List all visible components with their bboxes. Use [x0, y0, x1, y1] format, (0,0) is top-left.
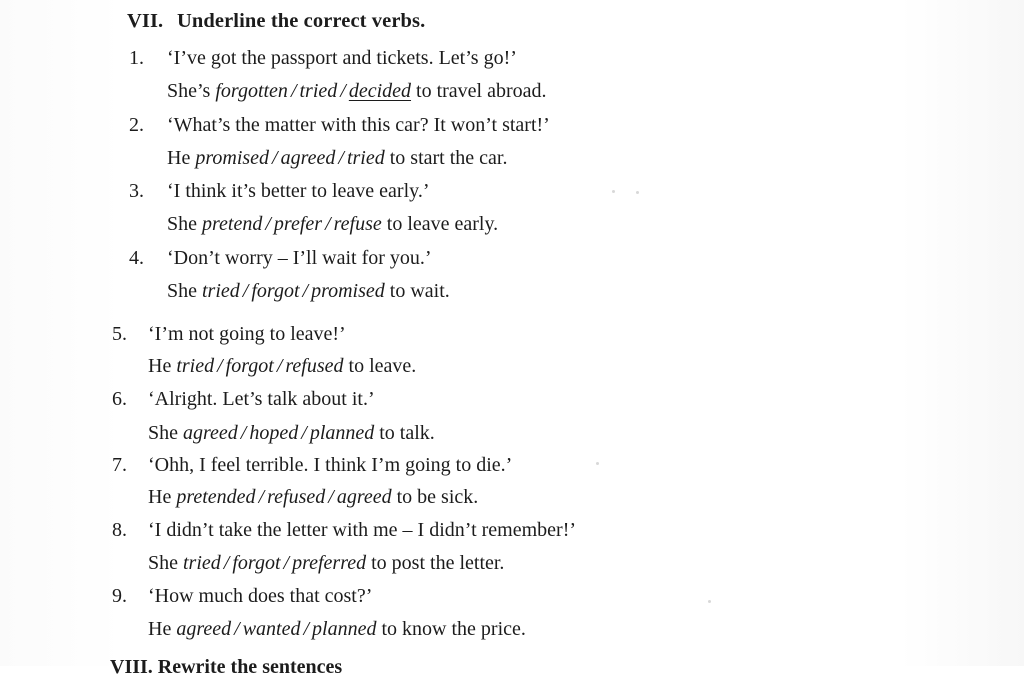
scan-speck: [708, 600, 711, 603]
answer-rest: to be sick.: [391, 486, 479, 508]
verb-option[interactable]: tried: [183, 552, 221, 574]
answer-rest: to post the letter.: [366, 552, 505, 574]
next-exercise-heading-text: VIII. Rewrite the sentences: [110, 656, 343, 678]
answer-rest: to start the car.: [384, 147, 508, 169]
verb-option[interactable]: preferred: [292, 552, 367, 574]
item-answer-line: [148, 420, 435, 446]
option-separator: /: [283, 552, 290, 574]
item-quote: ‘Don’t worry – I’ll wait for you.’: [167, 247, 432, 269]
option-separator: /: [223, 552, 230, 574]
verb-option[interactable]: prefer: [273, 213, 323, 235]
option-separator: /: [265, 213, 271, 235]
answer-subject: She: [167, 280, 202, 302]
item-answer-line: [148, 550, 504, 576]
verb-option[interactable]: agreed: [176, 618, 232, 640]
option-separator: /: [276, 355, 283, 377]
item-number: 7.: [112, 454, 127, 476]
item-answer-line: [167, 278, 450, 304]
verb-option[interactable]: tried: [176, 355, 215, 377]
answer-subject: He: [148, 486, 177, 508]
option-separator: /: [290, 80, 297, 102]
verb-option[interactable]: agreed: [336, 486, 392, 508]
verb-option[interactable]: forgotten: [215, 80, 288, 102]
scan-speck: [612, 190, 615, 193]
verb-option[interactable]: promised: [195, 147, 270, 169]
answer-subject: She’s: [167, 80, 216, 102]
item-quote: ‘I didn’t take the letter with me – I didn’t remember!’: [148, 519, 577, 541]
answer-subject: He: [148, 618, 177, 640]
item-number: 1.: [129, 47, 144, 69]
option-separator: /: [272, 147, 278, 169]
item-number: 4.: [129, 247, 144, 269]
option-separator: /: [242, 280, 249, 302]
answer-subject: She: [148, 422, 183, 444]
exercise-title: Underline the correct verbs.: [177, 10, 426, 32]
item-answer-line: [148, 616, 526, 642]
item-answer-line: [148, 353, 416, 379]
verb-option[interactable]: refused: [267, 486, 326, 508]
scan-speck: [596, 462, 599, 465]
option-separator: /: [217, 355, 223, 377]
verb-option[interactable]: tried: [202, 280, 240, 302]
next-exercise-heading: [110, 656, 343, 678]
exercise-heading: [127, 10, 425, 33]
answer-subject: She: [148, 552, 183, 574]
item-quote: ‘I’m not going to leave!’: [148, 323, 346, 345]
answer-subject: He: [167, 147, 196, 169]
item-quote: ‘I think it’s better to leave early.’: [167, 180, 430, 202]
answer-rest: to talk.: [374, 422, 435, 444]
item-number: 8.: [112, 519, 127, 541]
item-answer-line: [167, 211, 498, 237]
item-answer-line: [167, 78, 547, 104]
answer-subject: He: [148, 355, 177, 377]
item-answer-line: [167, 145, 507, 171]
option-separator: /: [234, 618, 240, 640]
verb-option[interactable]: refused: [285, 355, 344, 377]
item-number: 6.: [112, 388, 127, 410]
answer-rest: to leave early.: [381, 213, 499, 235]
exercise-number: VII.: [127, 10, 164, 32]
option-separator: /: [240, 422, 247, 444]
item-number: 5.: [112, 323, 127, 345]
answer-rest: to wait.: [384, 280, 450, 302]
option-separator: /: [325, 213, 331, 235]
verb-option[interactable]: forgot: [225, 355, 274, 377]
option-separator: /: [340, 80, 346, 102]
option-separator: /: [338, 147, 344, 169]
answer-rest: to know the price.: [376, 618, 526, 640]
item-quote: ‘I’ve got the passport and tickets. Let’s go!’: [167, 47, 517, 69]
verb-option[interactable]: forgot: [232, 552, 281, 574]
verb-option[interactable]: agreed: [183, 422, 238, 444]
item-answer-line: [148, 484, 478, 510]
verb-option[interactable]: pretended: [176, 486, 256, 508]
verb-option[interactable]: agreed: [280, 147, 336, 169]
scan-speck: [636, 191, 639, 194]
verb-option[interactable]: planned: [309, 422, 375, 444]
verb-option[interactable]: tried: [346, 147, 385, 169]
verb-option[interactable]: pretend: [202, 213, 263, 235]
option-separator: /: [301, 422, 307, 444]
verb-option[interactable]: hoped: [249, 422, 299, 444]
item-number: 3.: [129, 180, 144, 202]
verb-option[interactable]: promised: [311, 280, 385, 302]
verb-option[interactable]: wanted: [242, 618, 301, 640]
verb-option[interactable]: planned: [312, 618, 377, 640]
verb-option[interactable]: refuse: [333, 213, 382, 235]
item-quote: ‘How much does that cost?’: [148, 585, 373, 607]
verb-option[interactable]: decided: [348, 80, 412, 102]
option-separator: /: [328, 486, 334, 508]
item-quote: ‘What’s the matter with this car? It won’t start!’: [167, 114, 550, 136]
answer-rest: to travel abroad.: [411, 80, 547, 102]
verb-option[interactable]: forgot: [251, 280, 300, 302]
answer-rest: to leave.: [343, 355, 417, 377]
item-number: 2.: [129, 114, 144, 136]
option-separator: /: [302, 280, 309, 302]
option-separator: /: [258, 486, 265, 508]
verb-option[interactable]: tried: [299, 80, 338, 102]
answer-subject: She: [167, 213, 202, 235]
item-quote: ‘Alright. Let’s talk about it.’: [148, 388, 375, 410]
item-number: 9.: [112, 585, 127, 607]
item-quote: ‘Ohh, I feel terrible. I think I’m going to die.’: [148, 454, 513, 476]
option-separator: /: [303, 618, 310, 640]
